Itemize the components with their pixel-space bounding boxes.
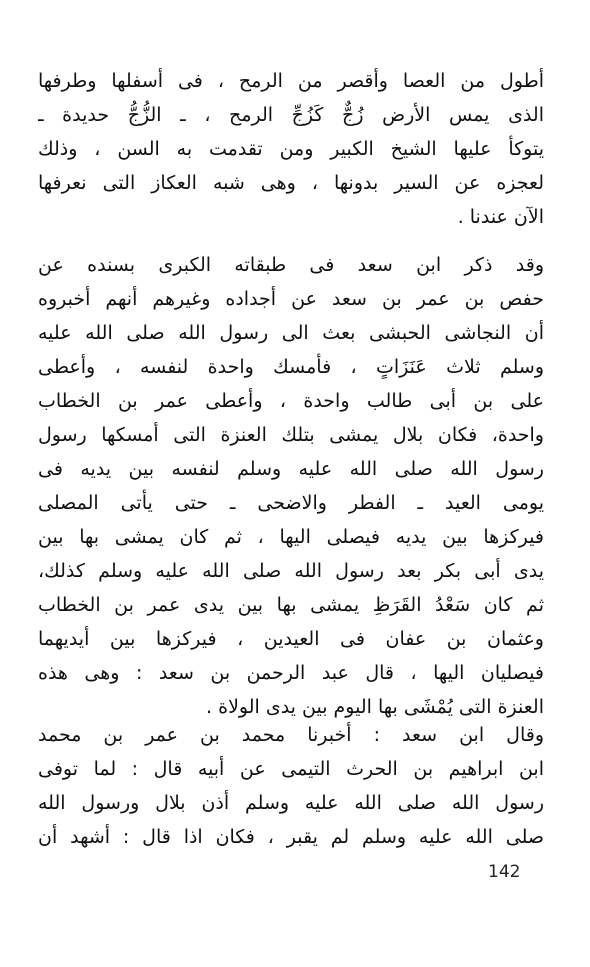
text-line: يدى أبى بكر بعد رسول الله صلى الله عليه وسلم كذلك، (38, 560, 544, 582)
text-line: وسلم ثلاث عَنَزَاتٍ ، فأمسك واحدة لنفسه ، وأعطى (38, 356, 544, 378)
text-line: الآن عندنا . (457, 206, 544, 228)
text-line: رسول الله صلى الله عليه وسلم أذن بلال ورسول الله (38, 792, 544, 814)
text-line: حفص بن عمر بن سعد عن أجداده وغيرهم أنهم أخبروه (38, 288, 544, 310)
page-number: 142 (488, 862, 521, 882)
text-line: على بن أبى طالب واحدة ، وأعطى عمر بن الخطاب (38, 390, 544, 412)
paragraph-1 (38, 64, 544, 234)
text-line: فيركزها بين يديه فيصلى اليها ، ثم كان يمشى بها بين (38, 526, 544, 548)
text-line: أطول من العصا وأقصر من الرمح ، فى أسفلها وطرفها (38, 70, 544, 92)
text-line: الذى يمس الأرض زُجٌّ كَزُجِّ الرمح ، ـ الزُّجُّ حديدة ـ (38, 104, 544, 126)
text-line: رسول الله صلى الله عليه وسلم لنفسه بين يديه فى (38, 458, 544, 480)
text-line: ثم كان سَعْدُ القَرَظِ يمشى بها بين يدى عمر بن الخطاب (38, 594, 544, 616)
text-line: وقد ذكر ابن سعد فى طبقاته الكبرى بسنده عن (38, 254, 544, 276)
text-line: واحدة، فكان بلال يمشى بتلك العنزة التى أمسكها رسول (38, 424, 544, 446)
text-line: وقال ابن سعد : أخبرنا محمد بن عمر بن محمد (38, 724, 544, 746)
text-line: يومى العيد ـ الفطر والاضحى ـ حتى يأتى المصلى (38, 492, 544, 514)
text-line: وعثمان بن عفان فى العيدين ، فيركزها بين أيديهما (38, 628, 544, 650)
text-line: ابن ابراهيم بن الحرث التيمى عن أبيه قال : لما توفى (38, 758, 544, 780)
text-line: فيصليان اليها ، قال عبد الرحمن بن سعد : وهى هذه (38, 662, 544, 684)
text-line: يتوكأ عليها الشيخ الكبير ومن تقدمت به السن ، وذلك (38, 138, 544, 160)
text-line: لعجزه عن السير بدونها ، وهى شبه العكاز التى نعرفها (38, 172, 544, 194)
paragraph-2 (38, 248, 544, 724)
text-line: العنزة التى يُمْشَى بها اليوم بين يدى الولاة . (206, 696, 544, 718)
text-line: أن النجاشى الحبشى بعث الى رسول الله صلى الله عليه (38, 322, 544, 344)
paragraph-3 (38, 718, 544, 854)
text-line: صلى الله عليه وسلم لم يقبر ، فكان اذا قال : أشهد أن (38, 826, 544, 848)
